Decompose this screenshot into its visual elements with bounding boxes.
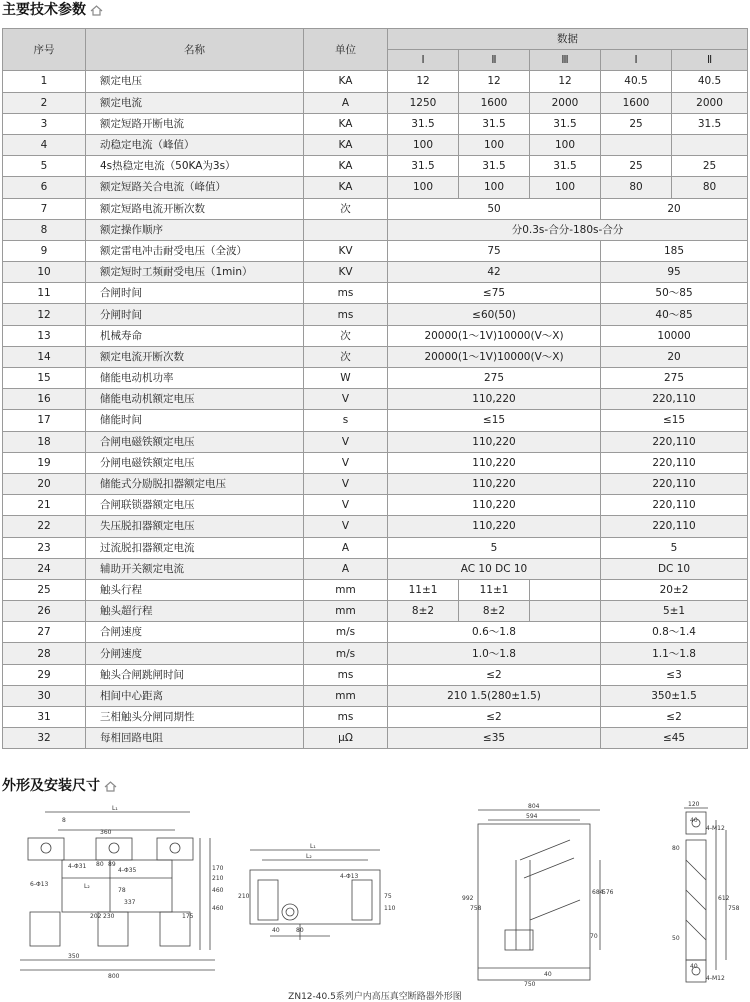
row-value: 12 xyxy=(530,71,601,92)
dim-label: 230 xyxy=(103,913,115,920)
row-unit: KA xyxy=(304,71,388,92)
dim-label: 40 xyxy=(272,927,280,934)
row-number: 20 xyxy=(3,473,86,494)
row-value: 2000 xyxy=(672,92,748,113)
dim-label: 110 xyxy=(384,905,396,912)
row-name: 额定雷电冲击耐受电压（全波） xyxy=(86,240,304,261)
dim-label: 350 xyxy=(68,953,80,960)
row-value: ≤2 xyxy=(601,707,748,728)
row-value: 100 xyxy=(530,177,601,198)
dim-label: 800 xyxy=(108,973,120,980)
table-row xyxy=(3,685,748,706)
row-name: 过流脱扣器额定电流 xyxy=(86,537,304,558)
row-value: 220,110 xyxy=(601,452,748,473)
row-unit: KA xyxy=(304,113,388,134)
row-name: 触头超行程 xyxy=(86,601,304,622)
drawings-canvas xyxy=(0,800,750,990)
row-value: 110,220 xyxy=(388,516,601,537)
row-value: 20 xyxy=(601,346,748,367)
table-row xyxy=(3,262,748,283)
section-title-specs xyxy=(2,0,103,20)
row-unit: 次 xyxy=(304,198,388,219)
row-value: 20±2 xyxy=(601,579,748,600)
dim-label: 460 xyxy=(212,887,224,894)
dim-label: L₂ xyxy=(84,883,90,890)
row-name: 分闸速度 xyxy=(86,643,304,664)
dim-label: 360 xyxy=(100,829,112,836)
table-row xyxy=(3,431,748,452)
row-unit: KA xyxy=(304,156,388,177)
row-value: 25 xyxy=(601,156,672,177)
section-title-dimensions xyxy=(2,776,117,796)
row-name: 额定电压 xyxy=(86,71,304,92)
drawing-caption: ZN12-40.5系列户内高压真空断路器外形图 xyxy=(288,992,462,1002)
row-value: 100 xyxy=(388,177,459,198)
dim-label: L₁ xyxy=(310,843,316,850)
row-value: 80 xyxy=(672,177,748,198)
table-row xyxy=(3,219,748,240)
home-icon xyxy=(90,5,103,16)
row-number: 11 xyxy=(3,283,86,304)
row-unit: μΩ xyxy=(304,728,388,749)
dim-label: 4-M12 xyxy=(706,825,725,832)
row-value: 0.8～1.4 xyxy=(601,622,748,643)
table-row xyxy=(3,283,748,304)
row-number: 8 xyxy=(3,219,86,240)
row-value: 31.5 xyxy=(388,113,459,134)
row-value: 275 xyxy=(388,368,601,389)
row-value: ≤60(50) xyxy=(388,304,601,325)
dim-label: 758 xyxy=(470,905,482,912)
dim-label: 804 xyxy=(528,803,540,810)
row-number: 16 xyxy=(3,389,86,410)
row-value: DC 10 xyxy=(601,558,748,579)
row-value: 5±1 xyxy=(601,601,748,622)
row-number: 1 xyxy=(3,71,86,92)
row-value: 110,220 xyxy=(388,495,601,516)
dim-label: 170 xyxy=(212,865,224,872)
row-unit: V xyxy=(304,495,388,516)
row-name: 触头行程 xyxy=(86,579,304,600)
row-value: 220,110 xyxy=(601,431,748,452)
row-unit: KA xyxy=(304,134,388,155)
row-name: 额定电流 xyxy=(86,92,304,113)
row-name: 失压脱扣器额定电压 xyxy=(86,516,304,537)
row-number: 3 xyxy=(3,113,86,134)
row-name: 合闸速度 xyxy=(86,622,304,643)
dim-label: 684 xyxy=(592,889,604,896)
row-name: 每相回路电阻 xyxy=(86,728,304,749)
dim-label: 4-M12 xyxy=(706,975,725,982)
row-value: 42 xyxy=(388,262,601,283)
row-value: 12 xyxy=(388,71,459,92)
row-name: 触头合闸跳闸时间 xyxy=(86,664,304,685)
row-number: 2 xyxy=(3,92,86,113)
row-value: 100 xyxy=(459,177,530,198)
table-row xyxy=(3,71,748,92)
drawing-front-view xyxy=(20,805,224,980)
row-name: 机械寿命 xyxy=(86,325,304,346)
header-data: 数据 xyxy=(388,29,748,50)
header-unit: 单位 xyxy=(304,29,388,71)
row-value: 220,110 xyxy=(601,495,748,516)
row-value xyxy=(530,601,601,622)
dim-label: 594 xyxy=(526,813,538,820)
table-row xyxy=(3,240,748,261)
dim-label: 750 xyxy=(524,981,536,988)
row-number: 6 xyxy=(3,177,86,198)
drawing-base-plan xyxy=(238,843,396,940)
row-value: 5 xyxy=(601,537,748,558)
dim-label: 89 xyxy=(108,861,116,868)
dim-label: 80 xyxy=(672,845,680,852)
row-value: 40～85 xyxy=(601,304,748,325)
row-unit: s xyxy=(304,410,388,431)
row-name: 相间中心距离 xyxy=(86,685,304,706)
row-unit: W xyxy=(304,368,388,389)
row-name: 储能时间 xyxy=(86,410,304,431)
header-no: 序号 xyxy=(3,29,86,71)
row-unit: V xyxy=(304,516,388,537)
spec-table xyxy=(2,28,748,749)
row-unit: m/s xyxy=(304,622,388,643)
row-number: 24 xyxy=(3,558,86,579)
row-value: 50 xyxy=(388,198,601,219)
row-number: 18 xyxy=(3,431,86,452)
row-unit: 次 xyxy=(304,346,388,367)
table-row xyxy=(3,156,748,177)
row-unit: V xyxy=(304,473,388,494)
dim-label: L₂ xyxy=(306,853,312,860)
dim-label: 120 xyxy=(688,801,700,808)
row-unit: ms xyxy=(304,304,388,325)
dim-label: 75 xyxy=(384,893,392,900)
row-name: 动稳定电流（峰值） xyxy=(86,134,304,155)
row-value: 80 xyxy=(601,177,672,198)
table-row xyxy=(3,113,748,134)
dim-label: 175 xyxy=(182,913,194,920)
table-row xyxy=(3,707,748,728)
row-value: 185 xyxy=(601,240,748,261)
row-number: 31 xyxy=(3,707,86,728)
dim-label: 576 xyxy=(602,889,614,896)
row-name: 额定短路关合电流（峰值） xyxy=(86,177,304,198)
row-number: 15 xyxy=(3,368,86,389)
table-row xyxy=(3,728,748,749)
dim-label: 80 xyxy=(96,861,104,868)
row-unit: mm xyxy=(304,685,388,706)
row-number: 17 xyxy=(3,410,86,431)
dim-label: 40 xyxy=(690,817,698,824)
table-row xyxy=(3,579,748,600)
row-number: 27 xyxy=(3,622,86,643)
row-name: 合闸联锁器额定电压 xyxy=(86,495,304,516)
row-name: 辅助开关额定电流 xyxy=(86,558,304,579)
row-value: ≤15 xyxy=(601,410,748,431)
row-number: 13 xyxy=(3,325,86,346)
row-value: ≤45 xyxy=(601,728,748,749)
row-value: 210 1.5(280±1.5) xyxy=(388,685,601,706)
row-value: 20000(1～1V)10000(V～X) xyxy=(388,346,601,367)
home-icon xyxy=(104,781,117,792)
row-value: 2000 xyxy=(530,92,601,113)
row-value: 31.5 xyxy=(459,113,530,134)
row-value: 12 xyxy=(459,71,530,92)
row-value: ≤15 xyxy=(388,410,601,431)
row-value: 220,110 xyxy=(601,389,748,410)
row-number: 10 xyxy=(3,262,86,283)
row-number: 21 xyxy=(3,495,86,516)
row-name: 合闸电磁铁额定电压 xyxy=(86,431,304,452)
row-value: ≤35 xyxy=(388,728,601,749)
row-unit: m/s xyxy=(304,643,388,664)
row-value: 31.5 xyxy=(459,156,530,177)
row-unit: 次 xyxy=(304,325,388,346)
row-number: 4 xyxy=(3,134,86,155)
row-value: ≤3 xyxy=(601,664,748,685)
row-value: 1250 xyxy=(388,92,459,113)
table-row xyxy=(3,198,748,219)
row-name: 三相触头分闸同期性 xyxy=(86,707,304,728)
row-number: 14 xyxy=(3,346,86,367)
table-row xyxy=(3,473,748,494)
row-name: 储能电动机额定电压 xyxy=(86,389,304,410)
row-unit: ms xyxy=(304,707,388,728)
table-row xyxy=(3,601,748,622)
dim-label: 40 xyxy=(544,971,552,978)
row-value: 31.5 xyxy=(672,113,748,134)
row-unit: V xyxy=(304,452,388,473)
row-number: 12 xyxy=(3,304,86,325)
dim-label: 8 xyxy=(62,817,66,824)
row-value: ≤75 xyxy=(388,283,601,304)
outline-drawings xyxy=(0,800,750,990)
table-row xyxy=(3,664,748,685)
row-name: 分闸时间 xyxy=(86,304,304,325)
table-row xyxy=(3,516,748,537)
dim-label: 210 xyxy=(238,893,250,900)
row-number: 30 xyxy=(3,685,86,706)
row-value: 100 xyxy=(459,134,530,155)
row-unit: mm xyxy=(304,579,388,600)
row-name: 额定电流开断次数 xyxy=(86,346,304,367)
drawing-pole-view xyxy=(672,801,740,982)
row-unit: ms xyxy=(304,664,388,685)
row-value: ≤2 xyxy=(388,707,601,728)
row-number: 5 xyxy=(3,156,86,177)
dim-label: 460 xyxy=(212,905,224,912)
row-number: 28 xyxy=(3,643,86,664)
row-name: 额定短路电流开断次数 xyxy=(86,198,304,219)
header-name: 名称 xyxy=(86,29,304,71)
row-number: 25 xyxy=(3,579,86,600)
row-unit: KV xyxy=(304,240,388,261)
row-value: 10000 xyxy=(601,325,748,346)
table-row xyxy=(3,452,748,473)
header-sub: Ⅱ xyxy=(672,50,748,71)
row-value: 20 xyxy=(601,198,748,219)
row-value: 1600 xyxy=(459,92,530,113)
row-value: AC 10 DC 10 xyxy=(388,558,601,579)
dim-label: 4-Φ35 xyxy=(118,867,137,874)
table-row xyxy=(3,304,748,325)
row-value: 95 xyxy=(601,262,748,283)
table-row xyxy=(3,495,748,516)
row-value: 110,220 xyxy=(388,431,601,452)
row-name: 额定短时工频耐受电压（1min） xyxy=(86,262,304,283)
row-value: 11±1 xyxy=(388,579,459,600)
header-sub: Ⅰ xyxy=(601,50,672,71)
section-title-text: 外形及安装尺寸 xyxy=(2,778,100,794)
row-value: 31.5 xyxy=(530,113,601,134)
table-row xyxy=(3,134,748,155)
dim-label: 80 xyxy=(296,927,304,934)
row-number: 26 xyxy=(3,601,86,622)
table-row xyxy=(3,558,748,579)
row-value: 220,110 xyxy=(601,516,748,537)
row-value: 100 xyxy=(388,134,459,155)
dim-label: 337 xyxy=(124,899,136,906)
table-row xyxy=(3,346,748,367)
header-sub: Ⅲ xyxy=(530,50,601,71)
row-number: 9 xyxy=(3,240,86,261)
row-value: 11±1 xyxy=(459,579,530,600)
row-unit: mm xyxy=(304,601,388,622)
row-value xyxy=(601,134,672,155)
row-value: 275 xyxy=(601,368,748,389)
table-row xyxy=(3,537,748,558)
table-row xyxy=(3,325,748,346)
dim-label: 70 xyxy=(590,933,598,940)
row-name: 4s热稳定电流（50KA为3s） xyxy=(86,156,304,177)
row-value: ≤2 xyxy=(388,664,601,685)
row-value: 31.5 xyxy=(530,156,601,177)
table-row xyxy=(3,92,748,113)
table-row xyxy=(3,368,748,389)
row-value: 5 xyxy=(388,537,601,558)
dim-label: 758 xyxy=(728,905,740,912)
header-sub: Ⅰ xyxy=(388,50,459,71)
table-row xyxy=(3,643,748,664)
row-number: 23 xyxy=(3,537,86,558)
row-value: 1.0～1.8 xyxy=(388,643,601,664)
row-value: 0.6～1.8 xyxy=(388,622,601,643)
row-name: 合闸时间 xyxy=(86,283,304,304)
row-number: 7 xyxy=(3,198,86,219)
dim-label: 6-Φ13 xyxy=(30,881,49,888)
dim-label: 40 xyxy=(690,963,698,970)
row-value: 40.5 xyxy=(601,71,672,92)
dim-label: 78 xyxy=(118,887,126,894)
row-value: 50～85 xyxy=(601,283,748,304)
dim-label: 612 xyxy=(718,895,730,902)
dim-label: 210 xyxy=(212,875,224,882)
row-value: 75 xyxy=(388,240,601,261)
row-unit: A xyxy=(304,537,388,558)
dim-label: 50 xyxy=(672,935,680,942)
row-number: 19 xyxy=(3,452,86,473)
dim-label: 202 xyxy=(90,913,102,920)
row-value: 110,220 xyxy=(388,452,601,473)
row-number: 22 xyxy=(3,516,86,537)
dim-label: 4-Φ31 xyxy=(68,863,87,870)
row-value: 110,220 xyxy=(388,473,601,494)
row-name: 储能电动机功率 xyxy=(86,368,304,389)
table-row xyxy=(3,389,748,410)
row-value: 31.5 xyxy=(388,156,459,177)
row-value: 20000(1～1V)10000(V～X) xyxy=(388,325,601,346)
row-value: 110,220 xyxy=(388,389,601,410)
row-value: 25 xyxy=(601,113,672,134)
drawing-side-view xyxy=(462,803,614,988)
row-value: 分0.3s-合分-180s-合分 xyxy=(388,219,748,240)
row-number: 29 xyxy=(3,664,86,685)
row-unit xyxy=(304,219,388,240)
row-number: 32 xyxy=(3,728,86,749)
row-value: 40.5 xyxy=(672,71,748,92)
row-value: 8±2 xyxy=(459,601,530,622)
dim-label: L₁ xyxy=(112,805,118,812)
dim-label: 4-Φ13 xyxy=(340,873,359,880)
row-name: 储能式分励脱扣器额定电压 xyxy=(86,473,304,494)
dim-label: 992 xyxy=(462,895,474,902)
row-value: 1600 xyxy=(601,92,672,113)
row-value: 8±2 xyxy=(388,601,459,622)
row-unit: KA xyxy=(304,177,388,198)
table-row xyxy=(3,622,748,643)
header-sub: Ⅱ xyxy=(459,50,530,71)
row-unit: ms xyxy=(304,283,388,304)
row-unit: KV xyxy=(304,262,388,283)
row-value xyxy=(530,579,601,600)
row-value: 25 xyxy=(672,156,748,177)
row-unit: A xyxy=(304,92,388,113)
table-row xyxy=(3,177,748,198)
row-value: 100 xyxy=(530,134,601,155)
row-unit: V xyxy=(304,431,388,452)
table-row xyxy=(3,410,748,431)
section-title-text: 主要技术参数 xyxy=(2,2,86,18)
row-name: 分闸电磁铁额定电压 xyxy=(86,452,304,473)
row-unit: A xyxy=(304,558,388,579)
row-unit: V xyxy=(304,389,388,410)
row-value: 1.1～1.8 xyxy=(601,643,748,664)
row-value xyxy=(672,134,748,155)
row-value: 350±1.5 xyxy=(601,685,748,706)
row-value: 220,110 xyxy=(601,473,748,494)
row-name: 额定操作顺序 xyxy=(86,219,304,240)
row-name: 额定短路开断电流 xyxy=(86,113,304,134)
